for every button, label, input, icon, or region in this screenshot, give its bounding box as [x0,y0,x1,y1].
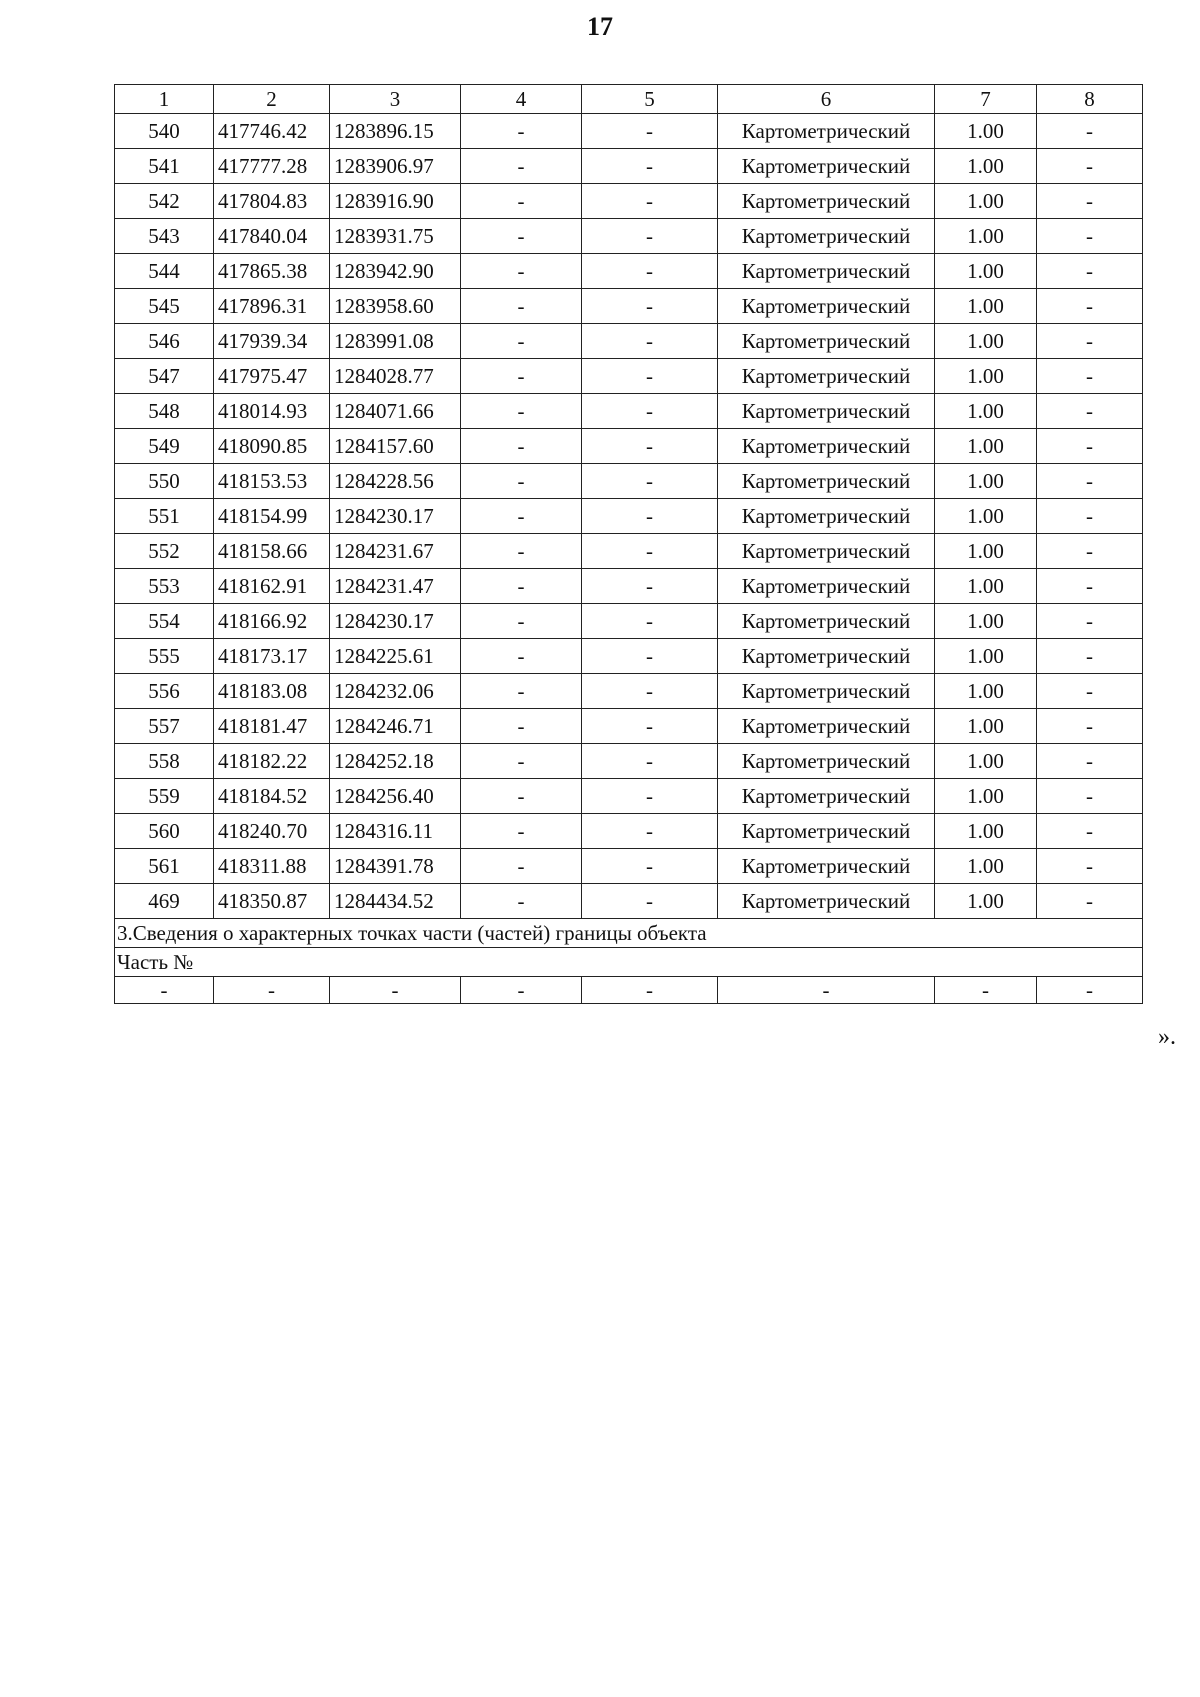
method-cell: Картометрический [718,744,935,779]
col8-cell: - [1037,114,1143,149]
y-coordinate-cell: 1284157.60 [330,429,461,464]
col5-cell: - [582,534,718,569]
col8-cell: - [1037,359,1143,394]
method-cell: Картометрический [718,324,935,359]
x-coordinate-cell: 418014.93 [214,394,330,429]
col8-cell: - [1037,674,1143,709]
method-cell: Картометрический [718,709,935,744]
point-number-cell: 541 [115,149,214,184]
accuracy-cell: 1.00 [935,149,1037,184]
point-number-cell: 556 [115,674,214,709]
col8-cell: - [1037,219,1143,254]
point-number-cell: 561 [115,849,214,884]
col4-cell: - [461,394,582,429]
y-coordinate-cell: 1284232.06 [330,674,461,709]
method-cell: Картометрический [718,569,935,604]
table-row [115,149,1143,184]
col8-cell: - [1037,184,1143,219]
col8-cell: - [1037,814,1143,849]
header-cell: 7 [935,85,1037,114]
y-coordinate-cell: 1284228.56 [330,464,461,499]
point-number-cell: 557 [115,709,214,744]
x-coordinate-cell: 417865.38 [214,254,330,289]
y-coordinate-cell: 1284071.66 [330,394,461,429]
table-row [115,464,1143,499]
table-row [115,394,1143,429]
point-number-cell: 548 [115,394,214,429]
col5-cell: - [582,849,718,884]
x-coordinate-cell: 418181.47 [214,709,330,744]
point-number-cell: 553 [115,569,214,604]
y-coordinate-cell: 1284246.71 [330,709,461,744]
header-cell: 1 [115,85,214,114]
col4-cell: - [461,639,582,674]
point-number-cell: 552 [115,534,214,569]
col4-cell: - [461,359,582,394]
col4-cell: - [461,604,582,639]
method-cell: Картометрический [718,674,935,709]
y-coordinate-cell: 1283896.15 [330,114,461,149]
table-row [115,324,1143,359]
method-cell: Картометрический [718,499,935,534]
col4-cell: - [461,569,582,604]
col4-cell: - [461,324,582,359]
table-row [115,184,1143,219]
col5-cell: - [582,604,718,639]
y-coordinate-cell: 1283906.97 [330,149,461,184]
y-coordinate-cell: 1284231.67 [330,534,461,569]
col5-cell: - [582,744,718,779]
col5-cell: - [582,499,718,534]
empty-cell: - [461,977,582,1004]
table-row [115,534,1143,569]
x-coordinate-cell: 418166.92 [214,604,330,639]
col8-cell: - [1037,394,1143,429]
empty-cell: - [330,977,461,1004]
point-number-cell: 543 [115,219,214,254]
table-row [115,289,1143,324]
method-cell: Картометрический [718,849,935,884]
page-number: 17 [587,12,613,41]
accuracy-cell: 1.00 [935,464,1037,499]
x-coordinate-cell: 418173.17 [214,639,330,674]
y-coordinate-cell: 1283958.60 [330,289,461,324]
point-number-cell: 549 [115,429,214,464]
accuracy-cell: 1.00 [935,884,1037,919]
point-number-cell: 544 [115,254,214,289]
x-coordinate-cell: 417896.31 [214,289,330,324]
col5-cell: - [582,779,718,814]
col5-cell: - [582,814,718,849]
y-coordinate-cell: 1284231.47 [330,569,461,604]
col4-cell: - [461,184,582,219]
accuracy-cell: 1.00 [935,324,1037,359]
col4-cell: - [461,429,582,464]
method-cell: Картометрический [718,184,935,219]
col5-cell: - [582,254,718,289]
col4-cell: - [461,779,582,814]
section-title-row [115,919,1143,948]
accuracy-cell: 1.00 [935,219,1037,254]
closing-quote: ». [1158,1024,1176,1050]
part-label: Часть № [115,948,1143,977]
col4-cell: - [461,464,582,499]
empty-part-row [115,977,1143,1004]
col8-cell: - [1037,289,1143,324]
x-coordinate-cell: 418153.53 [214,464,330,499]
col8-cell: - [1037,639,1143,674]
method-cell: Картометрический [718,884,935,919]
method-cell: Картометрический [718,429,935,464]
x-coordinate-cell: 418240.70 [214,814,330,849]
y-coordinate-cell: 1283916.90 [330,184,461,219]
col8-cell: - [1037,744,1143,779]
accuracy-cell: 1.00 [935,604,1037,639]
header-cell: 4 [461,85,582,114]
x-coordinate-cell: 418090.85 [214,429,330,464]
table-row [115,359,1143,394]
accuracy-cell: 1.00 [935,114,1037,149]
point-number-cell: 555 [115,639,214,674]
col4-cell: - [461,814,582,849]
col4-cell: - [461,849,582,884]
header-cell: 5 [582,85,718,114]
method-cell: Картометрический [718,149,935,184]
col8-cell: - [1037,464,1143,499]
col8-cell: - [1037,849,1143,884]
method-cell: Картометрический [718,219,935,254]
col5-cell: - [582,359,718,394]
table-body [115,85,1143,1004]
col4-cell: - [461,499,582,534]
col8-cell: - [1037,569,1143,604]
empty-cell: - [935,977,1037,1004]
col8-cell: - [1037,429,1143,464]
col4-cell: - [461,744,582,779]
method-cell: Картометрический [718,114,935,149]
table-row [115,219,1143,254]
x-coordinate-cell: 418182.22 [214,744,330,779]
col4-cell: - [461,534,582,569]
table-row [115,254,1143,289]
col5-cell: - [582,569,718,604]
coordinates-table [114,84,1143,1004]
col4-cell: - [461,884,582,919]
col5-cell: - [582,464,718,499]
y-coordinate-cell: 1284434.52 [330,884,461,919]
x-coordinate-cell: 418154.99 [214,499,330,534]
x-coordinate-cell: 417840.04 [214,219,330,254]
col4-cell: - [461,149,582,184]
col5-cell: - [582,674,718,709]
accuracy-cell: 1.00 [935,499,1037,534]
y-coordinate-cell: 1284256.40 [330,779,461,814]
col4-cell: - [461,709,582,744]
point-number-cell: 469 [115,884,214,919]
header-cell: 2 [214,85,330,114]
col5-cell: - [582,394,718,429]
method-cell: Картометрический [718,779,935,814]
method-cell: Картометрический [718,814,935,849]
accuracy-cell: 1.00 [935,849,1037,884]
col5-cell: - [582,639,718,674]
col5-cell: - [582,184,718,219]
col4-cell: - [461,114,582,149]
table-row [115,674,1143,709]
x-coordinate-cell: 418350.87 [214,884,330,919]
empty-cell: - [718,977,935,1004]
col5-cell: - [582,149,718,184]
x-coordinate-cell: 417939.34 [214,324,330,359]
x-coordinate-cell: 418158.66 [214,534,330,569]
accuracy-cell: 1.00 [935,639,1037,674]
y-coordinate-cell: 1284028.77 [330,359,461,394]
table-row [115,499,1143,534]
y-coordinate-cell: 1284230.17 [330,604,461,639]
point-number-cell: 558 [115,744,214,779]
col8-cell: - [1037,324,1143,359]
point-number-cell: 540 [115,114,214,149]
point-number-cell: 542 [115,184,214,219]
accuracy-cell: 1.00 [935,814,1037,849]
col8-cell: - [1037,709,1143,744]
method-cell: Картометрический [718,464,935,499]
section-title: 3.Сведения о характерных точках части (частей) границы объекта [115,919,1143,948]
empty-cell: - [115,977,214,1004]
col8-cell: - [1037,254,1143,289]
point-number-cell: 560 [115,814,214,849]
y-coordinate-cell: 1283991.08 [330,324,461,359]
table-row [115,779,1143,814]
accuracy-cell: 1.00 [935,359,1037,394]
col4-cell: - [461,219,582,254]
part-label-row [115,948,1143,977]
empty-cell: - [214,977,330,1004]
point-number-cell: 559 [115,779,214,814]
point-number-cell: 547 [115,359,214,394]
accuracy-cell: 1.00 [935,184,1037,219]
col8-cell: - [1037,604,1143,639]
accuracy-cell: 1.00 [935,289,1037,324]
table-row [115,884,1143,919]
col5-cell: - [582,709,718,744]
x-coordinate-cell: 418184.52 [214,779,330,814]
method-cell: Картометрический [718,254,935,289]
accuracy-cell: 1.00 [935,709,1037,744]
y-coordinate-cell: 1284225.61 [330,639,461,674]
col4-cell: - [461,289,582,324]
y-coordinate-cell: 1284391.78 [330,849,461,884]
table-row [115,744,1143,779]
col5-cell: - [582,429,718,464]
col5-cell: - [582,219,718,254]
y-coordinate-cell: 1284316.11 [330,814,461,849]
point-number-cell: 551 [115,499,214,534]
table-row [115,709,1143,744]
y-coordinate-cell: 1284252.18 [330,744,461,779]
accuracy-cell: 1.00 [935,569,1037,604]
x-coordinate-cell: 417975.47 [214,359,330,394]
col8-cell: - [1037,884,1143,919]
table-header-row [115,85,1143,114]
table-row [115,429,1143,464]
accuracy-cell: 1.00 [935,779,1037,814]
accuracy-cell: 1.00 [935,394,1037,429]
y-coordinate-cell: 1284230.17 [330,499,461,534]
table-row [115,814,1143,849]
header-cell: 3 [330,85,461,114]
point-number-cell: 545 [115,289,214,324]
accuracy-cell: 1.00 [935,254,1037,289]
empty-cell: - [582,977,718,1004]
col4-cell: - [461,674,582,709]
table-row [115,604,1143,639]
accuracy-cell: 1.00 [935,744,1037,779]
empty-cell: - [1037,977,1143,1004]
accuracy-cell: 1.00 [935,674,1037,709]
col5-cell: - [582,114,718,149]
method-cell: Картометрический [718,534,935,569]
col5-cell: - [582,324,718,359]
col8-cell: - [1037,534,1143,569]
accuracy-cell: 1.00 [935,429,1037,464]
table-row [115,849,1143,884]
x-coordinate-cell: 417746.42 [214,114,330,149]
table-row [115,639,1143,674]
col8-cell: - [1037,499,1143,534]
col8-cell: - [1037,149,1143,184]
accuracy-cell: 1.00 [935,534,1037,569]
point-number-cell: 546 [115,324,214,359]
header-cell: 8 [1037,85,1143,114]
x-coordinate-cell: 418311.88 [214,849,330,884]
point-number-cell: 554 [115,604,214,639]
col8-cell: - [1037,779,1143,814]
x-coordinate-cell: 418162.91 [214,569,330,604]
x-coordinate-cell: 417804.83 [214,184,330,219]
method-cell: Картометрический [718,604,935,639]
method-cell: Картометрический [718,359,935,394]
table-row [115,569,1143,604]
y-coordinate-cell: 1283931.75 [330,219,461,254]
method-cell: Картометрический [718,394,935,429]
y-coordinate-cell: 1283942.90 [330,254,461,289]
method-cell: Картометрический [718,289,935,324]
x-coordinate-cell: 418183.08 [214,674,330,709]
point-number-cell: 550 [115,464,214,499]
col5-cell: - [582,289,718,324]
x-coordinate-cell: 417777.28 [214,149,330,184]
col4-cell: - [461,254,582,289]
col5-cell: - [582,884,718,919]
header-cell: 6 [718,85,935,114]
table-row [115,114,1143,149]
method-cell: Картометрический [718,639,935,674]
